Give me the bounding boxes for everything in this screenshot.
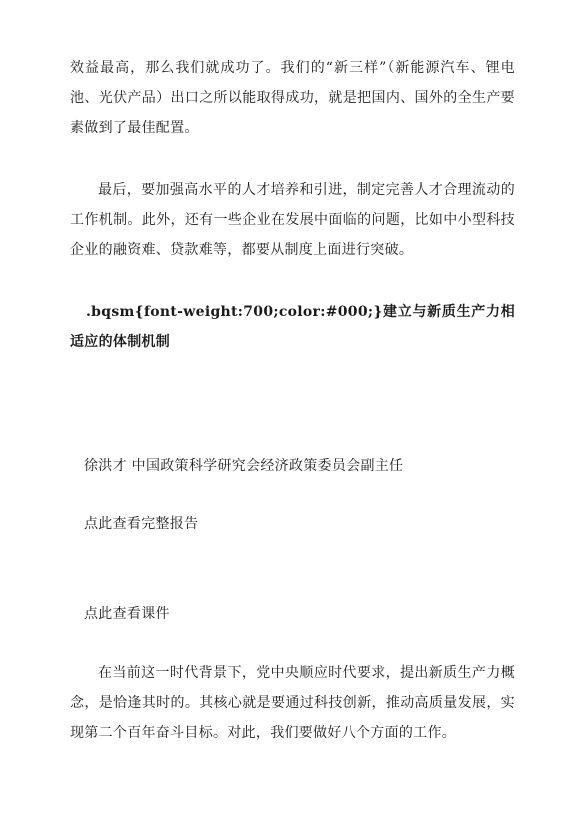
- author-byline: 徐洪才 中国政策科学研究会经济政策委员会副主任: [84, 458, 404, 474]
- paragraph-new-three-exports: 效益最高，那么我们就成功了。我们的“新三样”（新能源汽车、锂电池、光伏产品）出口之所以能取得成功，就是把国内、国外的全生产要素做到了最佳配置。: [70, 60, 515, 136]
- paragraph-talent-cultivation: 最后，要加强高水平的人才培养和引进，制定完善人才合理流动的工作机制。此外，还有一些企业在发展中面临的问题，比如中小型科技企业的融资难、贷款难等，都要从制度上面进行突破。: [70, 182, 515, 258]
- paragraph-era-background: 在当前这一时代背景下，党中央顺应时代要求，提出新质生产力概念，是恰逢其时的。其核心就是要通过科技创新，推动高质量发展，实现第二个百年奋斗目标。对此，我们要做好八个方面的工作。: [70, 665, 515, 741]
- view-courseware-link[interactable]: 点此查看课件: [84, 606, 170, 622]
- view-full-report-link[interactable]: 点此查看完整报告: [84, 516, 199, 532]
- section-heading-institutional-mechanism: .bqsm{font-weight:700;color:#000;}建立与新质生产力相适应的体制机制: [70, 304, 515, 350]
